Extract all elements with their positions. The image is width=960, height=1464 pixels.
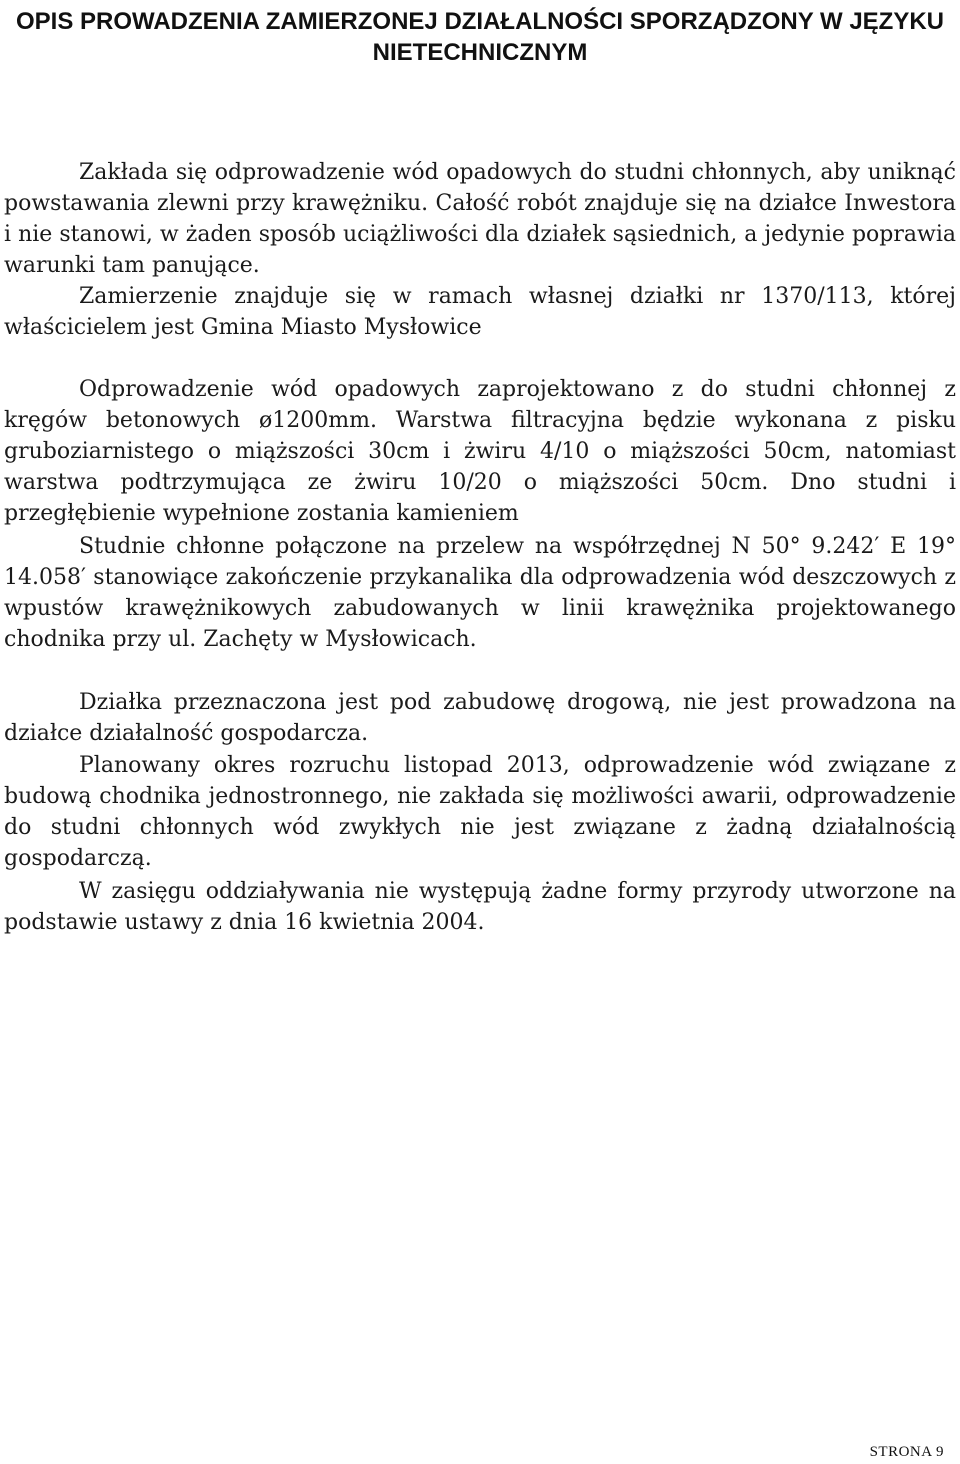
paragraph-well-location: Studnie chłonne połączone na przelew na współrzędnej N 50° 9.242′ E 19° 14.058′ stanowiące zakończenie przykanalika dla odprowadzenia wód deszczowych z wpustów krawężnikowych zabudowanych w linii krawężnika projektowanego chodnika przy ul. Zachęty w Mysłowicach. [4, 534, 956, 652]
paragraph-plot-ownership: Zamierzenie znajduje się w ramach własnej działki nr 1370/113, której właścicielem jest Gmina Miasto Mysłowice [4, 284, 956, 340]
paragraph-drainage-intro: Zakłada się odprowadzenie wód opadowych do studni chłonnych, aby uniknąć powstawania zlewni przy krawężniku. Całość robót znajduje się na działce Inwestora i nie stanowi, w żaden sposób uciążliwości dla działek sąsiednich, a jedynie poprawia warunki tam panujące. [4, 160, 956, 278]
paragraph-nature-protection: W zasięgu oddziaływania nie występują żadne formy przyrody utworzone na podstawie ustawy z dnia 16 kwietnia 2004. [4, 879, 956, 935]
page-number-footer: STRONA 9 [869, 1444, 944, 1460]
paragraph-startup-period: Planowany okres rozruchu listopad 2013, odprowadzenie wód związane z budową chodnika jednostronnego, nie zakłada się możliwości awarii, odprowadzenie do studni chłonnych wód zwykłych nie jest związane z żadną działalnością gospodarczą. [4, 753, 956, 871]
document-title: OPIS PROWADZENIA ZAMIERZONEJ DZIAŁALNOŚCI SPORZĄDZONY W JĘZYKU NIETECHNICZNYM [15, 8, 945, 66]
paragraph-well-construction: Odprowadzenie wód opadowych zaprojektowano z do studni chłonnej z kręgów betonowych ø1200mm. Warstwa filtracyjna będzie wykonana z pisku gruboziarnistego o miąższości 30cm i żwiru 4/10 o miąższości 50cm, natomiast warstwa podtrzymująca ze żwiru 10/20 o miąższości 50cm. Dno studni i przegłębienie wypełnione zostania kamieniem [4, 377, 956, 526]
paragraph-land-use: Działka przeznaczona jest pod zabudowę drogową, nie jest prowadzona na działce działalność gospodarcza. [4, 690, 956, 746]
